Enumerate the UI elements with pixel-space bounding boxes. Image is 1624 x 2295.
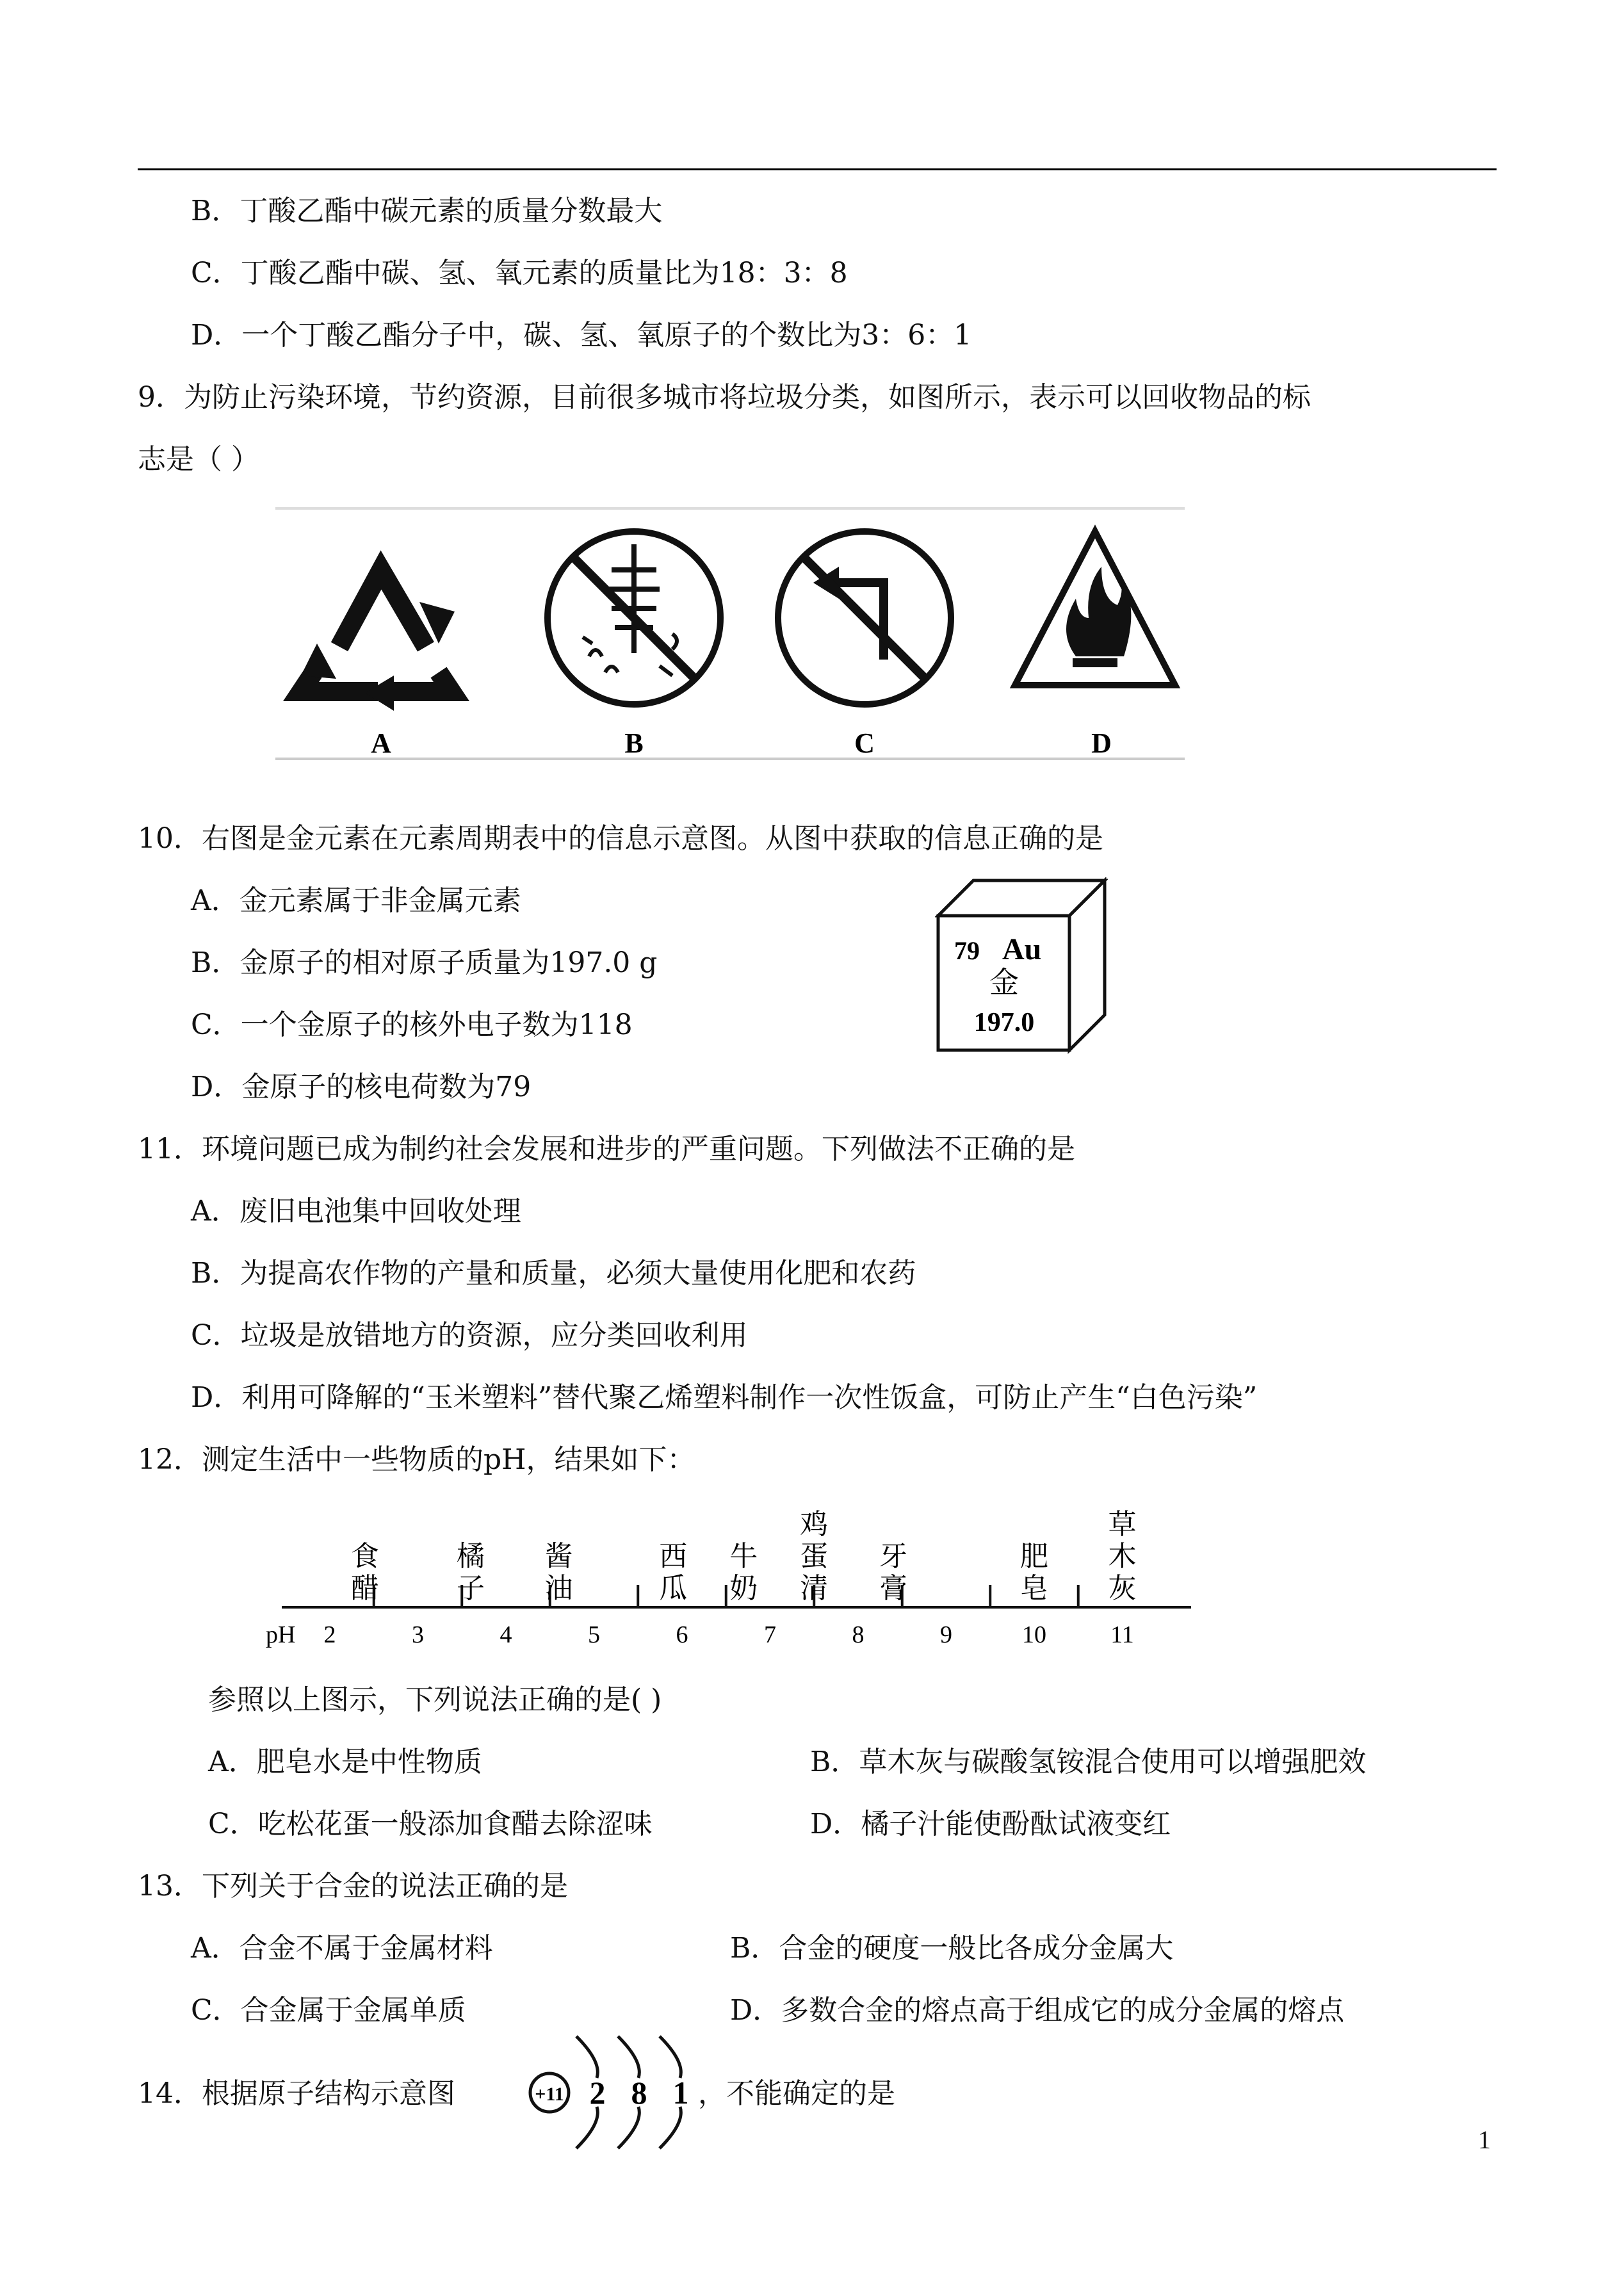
ph-substance-label: 食 [351,1540,379,1573]
ph-tick-label: 6 [676,1621,688,1648]
flammable-warning-icon [1015,531,1175,685]
ph-substance-label: 木 [1108,1540,1137,1573]
ph-tick-label: 2 [323,1621,336,1648]
no-left-turn-icon [778,531,951,704]
q8-option-c: C．丁酸乙酯中碳、氢、氧元素的质量比为18：3：8 [191,257,848,289]
q14-stem-pre: 14．根据原子结构示意图 [138,2077,455,2110]
element-number: 79 [954,936,980,965]
element-mass: 197.0 [973,1008,1035,1037]
ph-substance-label: 瓜 [659,1572,688,1605]
header-rule [138,168,1497,170]
q13-option-a: A．合金不属于金属材料 [191,1932,493,1965]
ph-substance-label: 灰 [1108,1572,1137,1605]
recycle-icon [301,570,455,711]
ph-substance-label: 牙 [879,1540,907,1573]
page-number: 1 [1478,2125,1491,2154]
q11-option-a: A．废旧电池集中回收处理 [191,1195,521,1228]
ph-tick-label: 5 [588,1621,600,1648]
q14-stem-post: ，不能确定的是 [698,2077,895,2110]
q8-option-d: D．一个丁酸乙酯分子中，碳、氢、氧原子的个数比为3：6：1 [191,319,972,352]
ph-tick-label: 10 [1022,1621,1046,1648]
ph-tick-label: 4 [499,1621,512,1648]
ph-substance-label: 鸡 [800,1508,829,1541]
ph-substance-label: 膏 [879,1572,907,1605]
sign-label-d: D [1091,727,1112,759]
ph-substance-label: 草 [1108,1508,1137,1541]
q13-option-d: D．多数合金的熔点高于组成它的成分金属的熔点 [730,1994,1345,2027]
q11-option-c: C．垃圾是放错地方的资源，应分类回收利用 [191,1319,748,1352]
q13-option-b: B．合金的硬度一般比各成分金属大 [730,1932,1174,1965]
q10-option-c: C．一个金原子的核外电子数为118 [191,1009,633,1041]
ph-substance-label: 奶 [729,1572,758,1605]
q10-option-b: B．金原子的相对原子质量为197.0 g [191,946,658,979]
ph-substance-label: 蛋 [800,1540,829,1573]
shell-3-electrons: 1 [672,2075,689,2111]
ph-tick-label: 3 [412,1621,424,1648]
ph-substance-label: 清 [800,1572,829,1605]
ph-substance-label: 肥 [1020,1540,1048,1573]
q9-stem-line2: 志是（ ） [138,443,259,476]
q8-option-b: B．丁酸乙酯中碳元素的质量分数最大 [191,195,663,227]
q11-option-d: D．利用可降解的“玉米塑料”替代聚乙烯塑料制作一次性饭盒，可防止产生“白色污染” [191,1381,1258,1414]
shell-1-electrons: 2 [589,2075,606,2111]
ph-substance-label: 橘 [457,1540,485,1573]
ph-substance-label: 酱 [544,1540,573,1573]
ph-tick-label: 9 [940,1621,952,1648]
q12-prompt: 参照以上图示，下列说法正确的是( ) [208,1683,662,1716]
nucleus-charge: +11 [535,2084,564,2105]
sign-label-a: A [371,727,391,759]
q10-option-a: A．金元素属于非金属元素 [191,884,521,917]
q9-stem-line1: 9．为防止污染环境，节约资源，目前很多城市将垃圾分类，如图所示，表示可以回收物品的标 [138,381,1311,414]
q12-option-b: B．草木灰与碳酸氢铵混合使用可以增强肥效 [810,1746,1367,1778]
ph-substance-label: 西 [659,1540,688,1573]
q12-stem: 12．测定生活中一些物质的pH，结果如下： [138,1443,695,1476]
recycling-signs-figure [275,506,1185,768]
q10-option-d: D．金原子的核电荷数为79 [191,1071,532,1103]
q13-stem: 13．下列关于合金的说法正确的是 [138,1870,568,1902]
q13-option-c: C．合金属于金属单质 [191,1994,466,2027]
q12-option-c: C．吃松花蛋一般添加食醋去除涩味 [208,1808,653,1840]
sign-label-c: C [854,727,875,759]
ph-scale-figure [256,1492,1204,1665]
ph-tick-label: 11 [1110,1621,1134,1648]
q11-option-b: B．为提高农作物的产量和质量，必须大量使用化肥和农药 [191,1257,916,1290]
ph-substance-label: 子 [457,1572,485,1605]
ph-substance-label: 醋 [351,1572,379,1605]
ph-substance-label: 油 [544,1572,573,1605]
q12-option-d: D．橘子汁能使酚酞试液变红 [810,1808,1171,1840]
element-symbol: Au [1002,932,1042,966]
no-littering-icon [548,531,720,704]
ph-axis-label: pH [266,1621,296,1648]
sodium-atom-structure-diagram [525,2023,698,2152]
ph-substance-label: 皂 [1020,1572,1048,1605]
shell-2-electrons: 8 [631,2075,647,2111]
element-name: 金 [989,965,1019,1000]
ph-tick-label: 8 [852,1621,865,1648]
q11-stem: 11．环境问题已成为制约社会发展和进步的严重问题。下列做法不正确的是 [138,1133,1075,1165]
ph-substance-label: 牛 [729,1540,758,1573]
sign-label-b: B [624,727,644,759]
q12-option-a: A．肥皂水是中性物质 [208,1746,482,1778]
ph-tick-label: 7 [764,1621,776,1648]
q10-stem: 10．右图是金元素在元素周期表中的信息示意图。从图中获取的信息正确的是 [138,822,1103,855]
gold-element-card [935,877,1108,1057]
